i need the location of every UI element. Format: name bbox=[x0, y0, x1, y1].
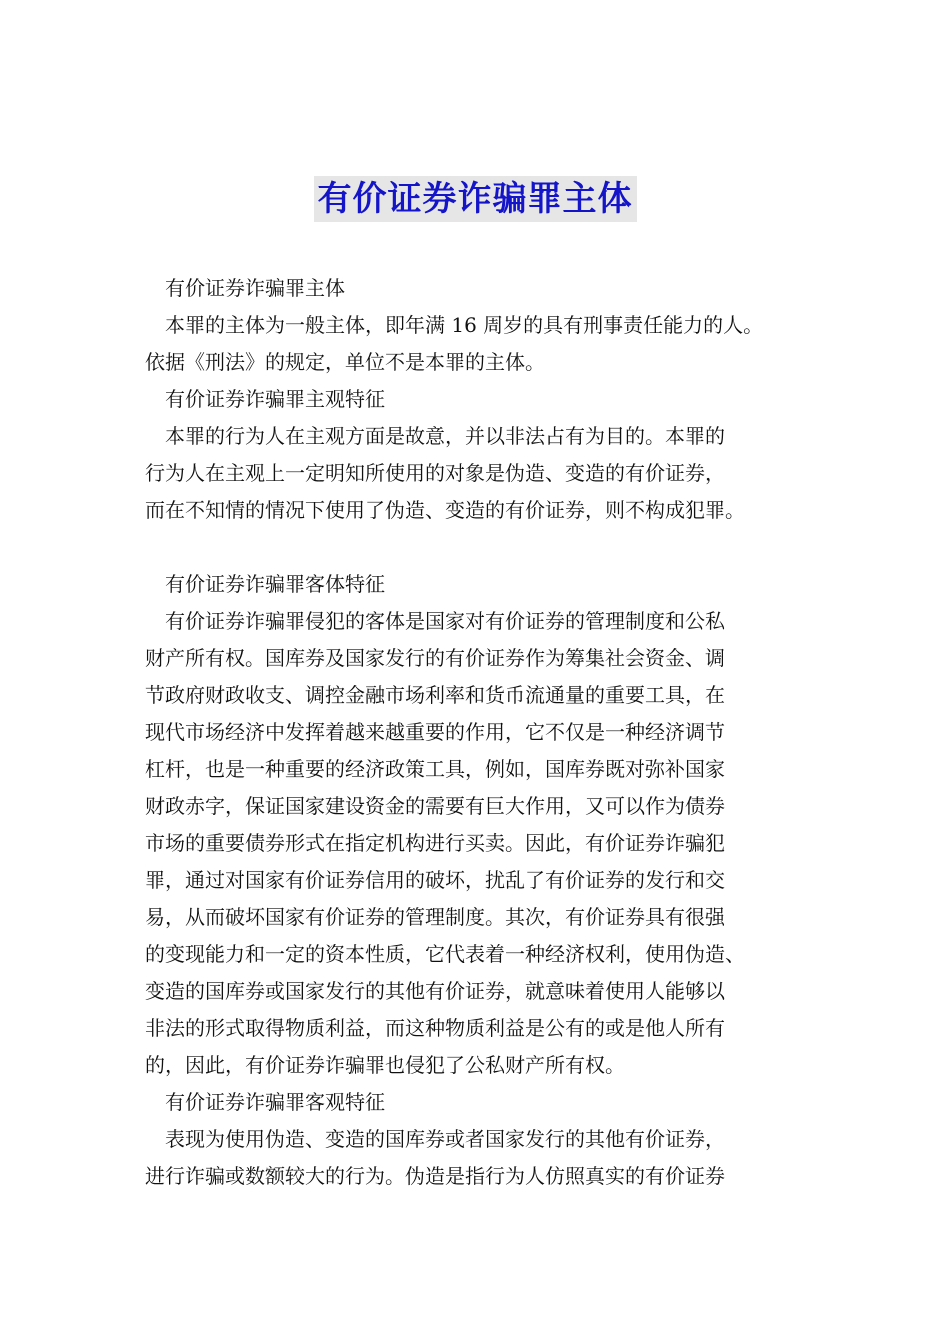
paragraph-line: 节政府财政收支、调控金融市场利率和货币流通量的重要工具，在 bbox=[145, 683, 725, 707]
paragraph-line: 行为人在主观上一定明知所使用的对象是伪造、变造的有价证券， bbox=[145, 461, 725, 485]
paragraph-line: 易，从而破坏国家有价证券的管理制度。其次，有价证券具有很强 bbox=[145, 905, 725, 929]
document-title: 有价证券诈骗罪主体 bbox=[314, 176, 637, 222]
paragraph-line: 财产所有权。国库券及国家发行的有价证券作为筹集社会资金、调 bbox=[145, 646, 725, 670]
paragraph-line: 有价证券诈骗罪侵犯的客体是国家对有价证券的管理制度和公私 bbox=[165, 609, 725, 633]
paragraph-line: 罪，通过对国家有价证券信用的破坏，扰乱了有价证券的发行和交 bbox=[145, 868, 725, 892]
paragraph-line: 依据《刑法》的规定，单位不是本罪的主体。 bbox=[145, 350, 545, 374]
paragraph-line: 表现为使用伪造、变造的国库券或者国家发行的其他有价证券， bbox=[165, 1127, 725, 1151]
paragraph-line: 杠杆，也是一种重要的经济政策工具，例如，国库券既对弥补国家 bbox=[145, 757, 725, 781]
section-heading-objective: 有价证券诈骗罪客观特征 bbox=[165, 1090, 385, 1114]
paragraph-line: 财政赤字，保证国家建设资金的需要有巨大作用，又可以作为债券 bbox=[145, 794, 725, 818]
section-heading-object: 有价证券诈骗罪客体特征 bbox=[165, 572, 385, 596]
section-heading-subjective: 有价证券诈骗罪主观特征 bbox=[165, 387, 385, 411]
paragraph-line: 变造的国库券或国家发行的其他有价证券，就意味着使用人能够以 bbox=[145, 979, 725, 1003]
document-body bbox=[145, 270, 815, 1195]
blank-line bbox=[145, 529, 815, 566]
paragraph-line: 而在不知情的情况下使用了伪造、变造的有价证券，则不构成犯罪。 bbox=[145, 498, 745, 522]
paragraph-line: 本罪的主体为一般主体，即年满 16 周岁的具有刑事责任能力的人。 bbox=[165, 313, 764, 337]
paragraph-line: 市场的重要债券形式在指定机构进行买卖。因此，有价证券诈骗犯 bbox=[145, 831, 725, 855]
paragraph-line: 现代市场经济中发挥着越来越重要的作用，它不仅是一种经济调节 bbox=[145, 720, 725, 744]
paragraph-line: 的变现能力和一定的资本性质，它代表着一种经济权利，使用伪造、 bbox=[145, 942, 745, 966]
section-heading-subject: 有价证券诈骗罪主体 bbox=[165, 276, 345, 300]
paragraph-line: 非法的形式取得物质利益，而这种物质利益是公有的或是他人所有 bbox=[145, 1016, 725, 1040]
paragraph-line: 的，因此，有价证券诈骗罪也侵犯了公私财产所有权。 bbox=[145, 1053, 625, 1077]
paragraph-line: 进行诈骗或数额较大的行为。伪造是指行为人仿照真实的有价证券 bbox=[145, 1164, 725, 1188]
paragraph-line: 本罪的行为人在主观方面是故意，并以非法占有为目的。本罪的 bbox=[165, 424, 725, 448]
title-container bbox=[0, 176, 950, 222]
